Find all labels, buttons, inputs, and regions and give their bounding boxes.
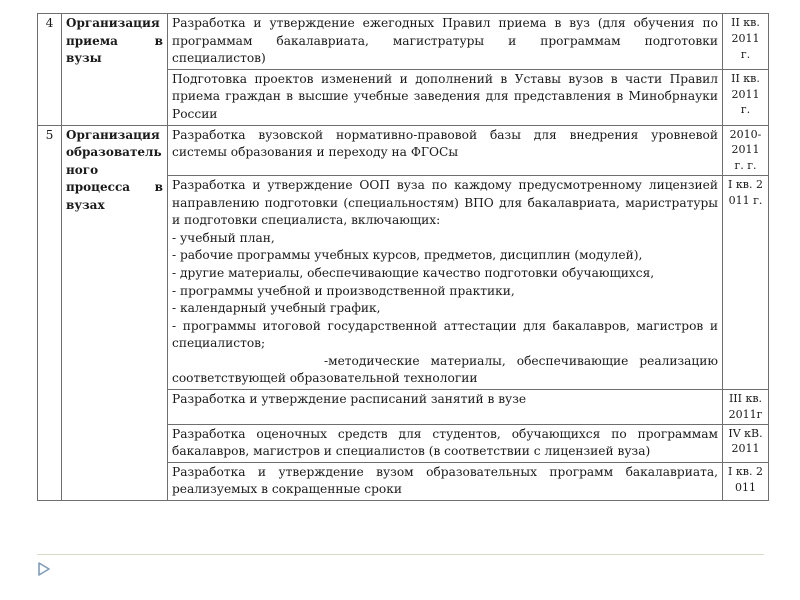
row-number: 5 [38, 125, 62, 500]
task-cell [168, 390, 723, 425]
task-line: бакалавров, магистров и специалистов (в соответствии с лицензией вуза) [172, 444, 651, 459]
task-line: - календарный учебный график, [172, 301, 381, 316]
task-line: России [172, 106, 218, 121]
task-line: Разработка и утверждение ООП вуза по каждому предусмотренному лицензией [172, 177, 718, 192]
task-line: - программы итоговой государственной аттестации для бакалавров, магистров и [172, 318, 718, 333]
deadline-cell: I кв. 2011 [723, 462, 769, 500]
section-title: Организация образователь ного процесса в вузах [62, 125, 168, 500]
deadline-cell: IV кВ. 2011 [723, 424, 769, 462]
task-line: программам бакалавриата, магистратуры и программам подготовки [172, 33, 718, 48]
task-line: реализуемых в сокращенные сроки [172, 482, 402, 497]
task-cell [168, 69, 723, 125]
task-cell [168, 14, 723, 70]
task-cell [168, 175, 723, 389]
deadline-cell: II кв. 2011 г. [723, 14, 769, 70]
task-line: - рабочие программы учебных курсов, предметов, дисциплин (модулей), [172, 248, 643, 263]
deadline-cell: 2010-2011 г. г. [723, 125, 769, 175]
table-row [38, 14, 769, 70]
task-line: Разработка и утверждение ежегодных Правил приема в вуз (для обучения по [172, 16, 718, 30]
task-line: приема граждан в высшие учебные заведения для представления в Минобрнауки [172, 89, 718, 104]
task-cell [168, 424, 723, 462]
plan-table [37, 13, 769, 501]
task-line: - программы учебной и производственной практики, [172, 283, 515, 298]
task-line: специалистов) [172, 51, 266, 66]
task-line: - другие материалы, обеспечивающие качество подготовки обучающихся, [172, 265, 655, 280]
section-title: Организация приема в вузы [62, 14, 168, 126]
footer-divider [37, 554, 764, 555]
task-line: Разработка оценочных средств для студентов, обучающихся по программам [172, 426, 718, 441]
task-line: направлению подготовки (специальностям) ВПО для бакалавриата, маристратуры [172, 195, 718, 210]
task-line: соответствующей образовательной технологии [172, 371, 478, 386]
task-line: - учебный план, [172, 230, 275, 245]
triangle-right-icon[interactable] [38, 562, 50, 576]
task-cell [168, 462, 723, 500]
task-line: Разработка вузовской нормативно-правовой базы для внедрения уровневой [172, 127, 718, 142]
deadline-cell: I кв. 2011 г. [723, 175, 769, 389]
task-line: Подготовка проектов изменений и дополнений в Уставы вузов в части Правил [172, 71, 718, 86]
task-line: -методические материалы, обеспечивающие реализацию [324, 353, 718, 368]
row-number: 4 [38, 14, 62, 126]
task-line: Разработка и утверждение вузом образовательных программ бакалавриата, [172, 464, 718, 479]
task-cell [168, 125, 723, 175]
task-line: системы образования и переходу на ФГОСы [172, 145, 459, 160]
task-line: и подготовки специалиста, включающих: [172, 213, 441, 228]
task-line: специалистов; [172, 336, 266, 351]
table-row [38, 125, 769, 175]
task-line: Разработка и утверждение расписаний занятий в вузе [172, 392, 527, 407]
deadline-cell: II кв. 2011г. [723, 69, 769, 125]
deadline-cell: III кв. 2011г [723, 390, 769, 425]
